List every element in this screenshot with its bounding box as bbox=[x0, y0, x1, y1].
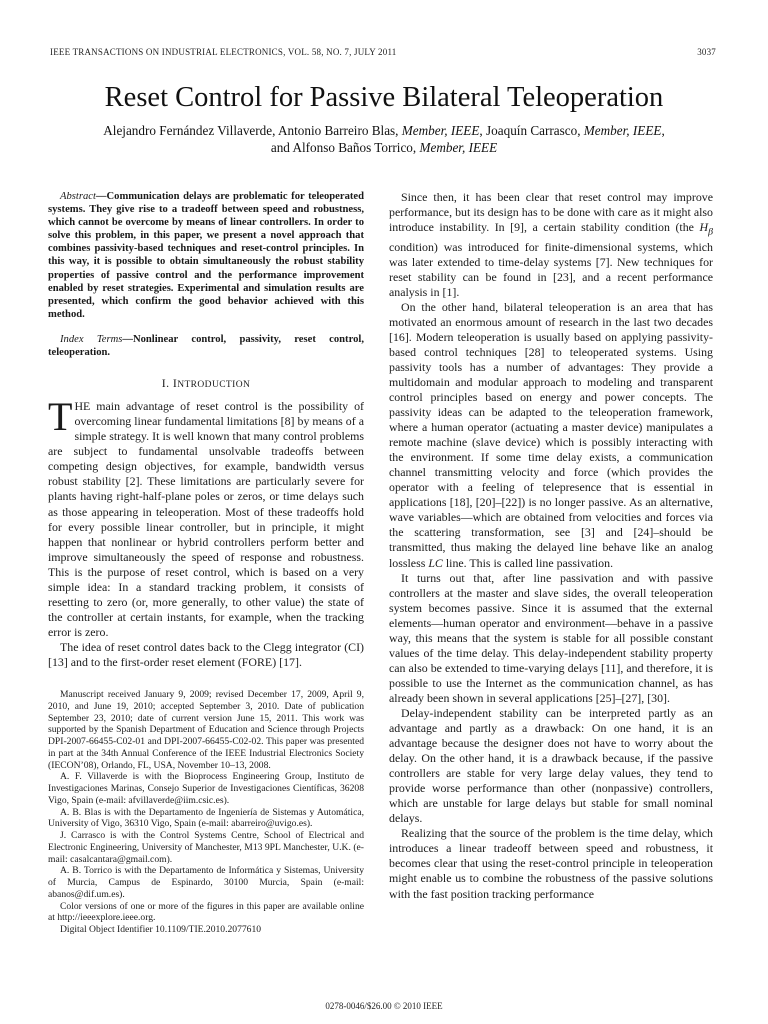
author-list bbox=[0, 122, 768, 156]
intro-paragraph-2: The idea of reset control dates back to the Clegg integrator (CI) [13] and to the first-order reset element (FORE) [17]. bbox=[48, 639, 364, 669]
body-paragraph: Realizing that the source of the problem is the time delay, which introduces a linear tradeoff between speed and robustness, it becomes clear that using the reset-control principle in teleoperation might enable us to combine the robustness of the passive solutions with the fast position tracking performance bbox=[389, 826, 713, 901]
abstract bbox=[48, 190, 364, 321]
author-text: , Joaquín Carrasco, bbox=[479, 123, 584, 138]
body-paragraph bbox=[389, 190, 713, 300]
paper-title: Reset Control for Passive Bilateral Teleoperation bbox=[104, 82, 664, 113]
drop-cap: T bbox=[48, 394, 73, 440]
footnote-affiliation: A. F. Villaverde is with the Bioprocess Engineering Group, Instituto de Investigaciones Marinas, Consejo Superior de Investigaciones Científicas, 36208 Vigo, Spain (e-mail: afvillaverde@iim.csic.es). bbox=[48, 771, 364, 806]
author-text: , bbox=[661, 123, 665, 138]
running-head bbox=[50, 47, 716, 57]
body-paragraph: It turns out that, after line passivation and with passive controllers at the master and slave sides, the overall teleoperation system becomes passive. Since it is assumed that the external elements—human operator and environment—behave in a passive way, this means that the system is stable for all possible constant values of the time delay. This delay-independent stability property can also be extended to time-varying delays [11], and therefore, it is possible to use the Internet as the communication channel, as has already been shown in several applications [25]–[27], [30]. bbox=[389, 570, 713, 705]
footnote-color-versions: Color versions of one or more of the figures in this paper are available online at http://ieeexplore.ieee.org. bbox=[48, 900, 364, 924]
journal-name: IEEE TRANSACTIONS ON INDUSTRIAL ELECTRONICS, VOL. 58, NO. 7, JULY 2011 bbox=[50, 47, 397, 57]
membership-text: Member, IEEE bbox=[583, 123, 662, 138]
author-text: Alejandro Fernández Villaverde, Antonio Barreiro Blas, bbox=[103, 123, 402, 138]
math-symbol: H bbox=[699, 220, 709, 235]
author-line-2 bbox=[0, 139, 768, 156]
intro-text: HE main advantage of reset control is the possibility of overcoming linear fundamental limitations [8] by means of a simple strategy. It is well known that many control problems are subject to fundamental unsolvable tradeoffs between competing design objectives, for example, bandwidth versus robust stability [2]. These limitations are particularly severe for plants having right-half-plane poles or zeros, or time delays such as those appearing in teleoperation. Most of these tradeoffs hold for every possible linear controller, but in principle, it might happen that nonlinear or hybrid controllers perform better and improve simultaneously the speed of response and robustness. This is the purpose of reset control, which is based on a very simple idea: In a standard tracking problem, it consists of resetting to zero (or, more generally, to other value) the state of the controller at certain instants, for example, when the tracking error is zero. bbox=[48, 399, 364, 639]
page-number: 3037 bbox=[697, 47, 716, 57]
author-text: and Alfonso Baños Torrico, bbox=[270, 140, 420, 155]
copyright-footer: 0278-0046/$26.00 © 2010 IEEE bbox=[325, 1001, 443, 1011]
abstract-text: —Communication delays are problematic for teleoperated systems. They give rise to a tradeoff between speed and robustness, which cannot be overcome by means of linear controllers. In order to solve this problem, in this paper, we present a novel approach that combines passivity-based techniques and reset-control principles. In this way, it is possible to obtain simultaneously the robust stability properties of passive control and the performance improvement enabled by reset strategies. Experimental and simulation results are presented, which confirm the good behavior achieved with this method. bbox=[48, 191, 364, 320]
section-heading bbox=[48, 376, 364, 393]
body-text: Since then, it has been clear that reset control may improve performance, but its design has to be done with care as it might also introduce instability. In [9], a certain stability condition (the bbox=[389, 190, 713, 235]
body-paragraph bbox=[389, 300, 713, 571]
index-terms-label: Index Terms bbox=[60, 333, 123, 345]
index-terms bbox=[48, 333, 364, 359]
footnote-doi: Digital Object Identifier 10.1109/TIE.2010.2077610 bbox=[60, 924, 262, 936]
left-column bbox=[48, 190, 364, 936]
right-column bbox=[389, 190, 713, 902]
math-symbol: LC bbox=[428, 555, 443, 570]
footnote-affiliation: J. Carrasco is with the Control Systems Centre, School of Electrical and Electronic Engineering, University of Manchester, M13 9PL Manchester, U.K. (e-mail: casalcantara@gmail.com). bbox=[48, 830, 364, 865]
intro-paragraph-1 bbox=[48, 394, 364, 640]
body-text: On the other hand, bilateral teleoperation is an area that has motivated an enormous amount of research in the last two decades [16]. Modern teleoperation is usually based on applying passivity-based control techniques [28] to teleoperated systems. Using passivity tools has a number of advantages: They provide a multidomain and modular approach to modeling and transparent control principles based on energy and power concepts. The passivity ideas can be adapted to the teleoperation framework, where a human operator (actuating a master device) manipulates a remote machine (slave device) which is possibly interacting with the environment. If some time delay exists, a communication channel transmitting velocity and force (which provides the operator with a feeling of telepresence that is essential in applications [18], [20]–[22]) is no longer passive. As an alternative, wave variables—which are obtained from velocities and forces via the scattering transformation, see [3] and [24]–should be transmitted, thus making the delayed line behave like an analog lossless bbox=[389, 299, 713, 570]
body-paragraph: Delay-independent stability can be interpreted partly as an advantage and partly as a drawback: On one hand, it is an advantage because the designer does not have to worry about the delay. On the other hand, it is a drawback because, if the passive controllers are stable for very large delay values, they tend to provide worse performance than other (nonpassive) controllers, which are unstable for large delays but stable for small nominal delays. bbox=[389, 705, 713, 826]
math-subscript: β bbox=[708, 226, 713, 238]
index-terms-text: —Nonlinear control, passivity, reset control, teleoperation. bbox=[48, 333, 364, 359]
footnotes bbox=[48, 689, 364, 936]
section-numeral: I. I bbox=[161, 376, 178, 391]
footnote-affiliation: A. B. Blas is with the Departamento de Ingeniería de Sistemas y Automática, University of Vigo, 36310 Vigo, Spain (e-mail: abarreiro@uvigo.es). bbox=[48, 806, 364, 830]
footnote-affiliation: A. B. Torrico is with the Departamento de Informática y Sistemas, University of Murcia, Campus de Espinardo, 30100 Murcia, Spain (e-mail: abanos@dif.um.es). bbox=[48, 865, 364, 900]
section-title: NTRODUCTION bbox=[177, 380, 251, 391]
body-text: line. This is called line passivation. bbox=[442, 555, 614, 570]
body-text: condition) was introduced for finite-dimensional systems, which was later extended to time-delay systems [7]. New techniques for reset stability can be found in [23], and a recent performance analysis in [1]. bbox=[389, 239, 713, 299]
footnote-manuscript: Manuscript received January 9, 2009; revised December 17, 2009, April 9, 2010, and June 19, 2010; accepted September 3, 2010. Date of publication September 23, 2010; date of current version June 15, 2011. This work was supported by the Spanish Department of Education and Science through Projects DPI-2007-66455-C02-01 and DPI-2007-66455-C02-02. This paper was presented in part at the 34th Annual Conference of the IEEE Industrial Electronics Society (IECON’08), Orlando, FL, USA, November 10–13, 2008. bbox=[48, 689, 364, 771]
membership-text: Member, IEEE bbox=[419, 140, 498, 155]
abstract-label: Abstract bbox=[60, 191, 96, 202]
membership-text: Member, IEEE bbox=[401, 123, 480, 138]
